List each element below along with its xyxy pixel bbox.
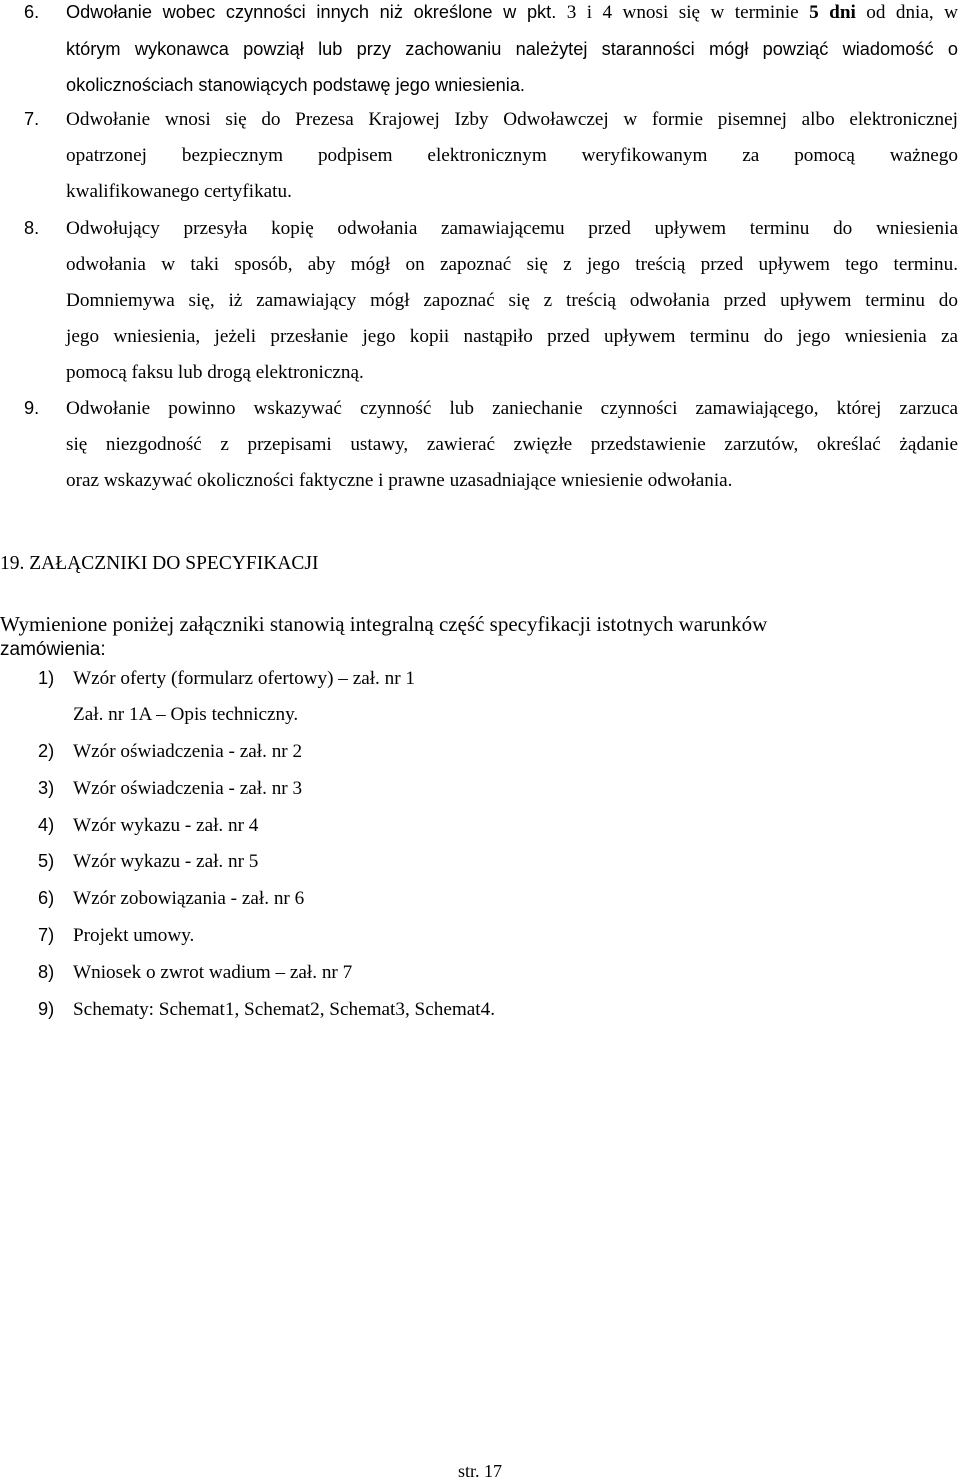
paragraph-8-line-2: odwołania w taki sposób, aby mógł on zapoznać się z jego treścią przed upływem tego terminu. (66, 254, 958, 275)
paragraph-8-line-3: Domniemywa się, iż zamawiający mógł zapoznać się z treścią odwołania przed upływem terminu do (66, 290, 958, 311)
list-item-text: Projekt umowy. (73, 925, 195, 946)
list-item (38, 807, 258, 844)
paragraph-6-line-3: okolicznościach stanowiących podstawę jego wniesienia. (66, 75, 525, 95)
list-item-text: Wniosek o zwrot wadium – zał. nr 7 (73, 962, 353, 983)
list-item-number: 3) (38, 778, 55, 798)
list-item (38, 697, 298, 733)
paragraph-text: od dnia, w (855, 2, 958, 23)
list-item (38, 733, 302, 770)
list-item-number: 9) (38, 999, 55, 1019)
paragraph-7-line-3: kwalifikowanego certyfikatu. (66, 181, 292, 202)
paragraph-text: Odwołanie powinno wskazywać czynność lub zaniechanie czynności zamawiającego, której zarzuca (66, 398, 958, 419)
list-item (38, 991, 495, 1028)
list-item-text: Wzór oświadczenia - zał. nr 3 (73, 778, 303, 799)
list-item-text: Wzór wykazu - zał. nr 4 (73, 815, 259, 836)
paragraph-6 (24, 0, 958, 103)
section-heading: 19. ZAŁĄCZNIKI DO SPECYFIKACJI (0, 553, 319, 574)
list-item-text: Zał. nr 1A – Opis techniczny. (73, 704, 299, 725)
section-intro (0, 612, 900, 662)
paragraph-text: 3 i 4 wnosi się w terminie (556, 2, 810, 23)
list-item (38, 880, 304, 917)
list-item-text: Schematy: Schemat1, Schemat2, Schemat3, Schemat4. (73, 999, 496, 1020)
paragraph-number: 9. (24, 398, 40, 418)
page-number: str. 17 (457, 1461, 502, 1481)
list-item-text: Wzór oświadczenia - zał. nr 2 (73, 741, 303, 762)
paragraph-9 (24, 390, 958, 499)
paragraph-8 (24, 210, 958, 391)
paragraph-7-line-2: opatrzonej bezpiecznym podpisem elektronicznym weryfikowanym za pomocą ważnego (66, 145, 958, 166)
section-intro-line-2: zamówienia: (0, 639, 106, 660)
list-item (38, 954, 352, 991)
paragraph-text: Odwołanie wnosi się do Prezesa Krajowej Izby Odwoławczej w formie pisemnej albo elektronicznej (66, 109, 958, 130)
paragraph-8-line-4: jego wniesienia, jeżeli przesłanie jego kopii nastąpiło przed upływem terminu do jego wniesienia za (66, 326, 958, 347)
list-item-text: Wzór oferty (formularz ofertowy) – zał. nr 1 (73, 668, 416, 689)
paragraph-8-line-5: pomocą faksu lub drogą elektroniczną. (66, 362, 364, 383)
list-item-number: 6) (38, 888, 55, 908)
list-item-text: Wzór wykazu - zał. nr 5 (73, 851, 259, 872)
list-item-number: 7) (38, 925, 55, 945)
paragraph-text: Odwołujący przesyła kopię odwołania zamawiającemu przed upływem terminu do wniesienia (66, 218, 958, 239)
paragraph-7 (24, 101, 958, 210)
list-item-number: 1) (38, 668, 55, 688)
paragraph-7-line-1 (24, 101, 958, 138)
paragraph-number: 7. (24, 109, 40, 129)
paragraph-8-line-1 (24, 210, 958, 247)
list-item (38, 770, 302, 807)
list-item (38, 660, 415, 697)
section-intro-line-1: Wymienione poniżej załączniki stanowią integralną część specyfikacji istotnych warunków (0, 612, 768, 636)
paragraph-6-line-1 (24, 0, 958, 31)
list-item-number: 4) (38, 815, 55, 835)
deadline-emphasis: 5 dni (809, 2, 856, 23)
list-item-number: 2) (38, 741, 55, 761)
paragraph-number: 8. (24, 218, 40, 238)
list-item-number: 8) (38, 962, 55, 982)
paragraph-6-line-2: którym wykonawca powziął lub przy zachowaniu należytej staranności mógł powziąć wiadomość o (66, 39, 958, 59)
paragraph-9-line-1 (24, 390, 958, 427)
list-item (38, 917, 194, 954)
list-item-text: Wzór zobowiązania - zał. nr 6 (73, 888, 305, 909)
paragraph-number: 6. (24, 2, 40, 22)
list-item-number: 5) (38, 851, 55, 871)
list-item (38, 843, 258, 880)
paragraph-9-line-3: oraz wskazywać okoliczności faktyczne i prawne uzasadniające wniesienie odwołania. (66, 470, 733, 491)
paragraph-text: Odwołanie wobec czynności innych niż określone w pkt. (66, 2, 557, 22)
paragraph-9-line-2: się niezgodność z przepisami ustawy, zawierać zwięzłe przedstawienie zarzutów, określać żądanie (66, 434, 958, 455)
